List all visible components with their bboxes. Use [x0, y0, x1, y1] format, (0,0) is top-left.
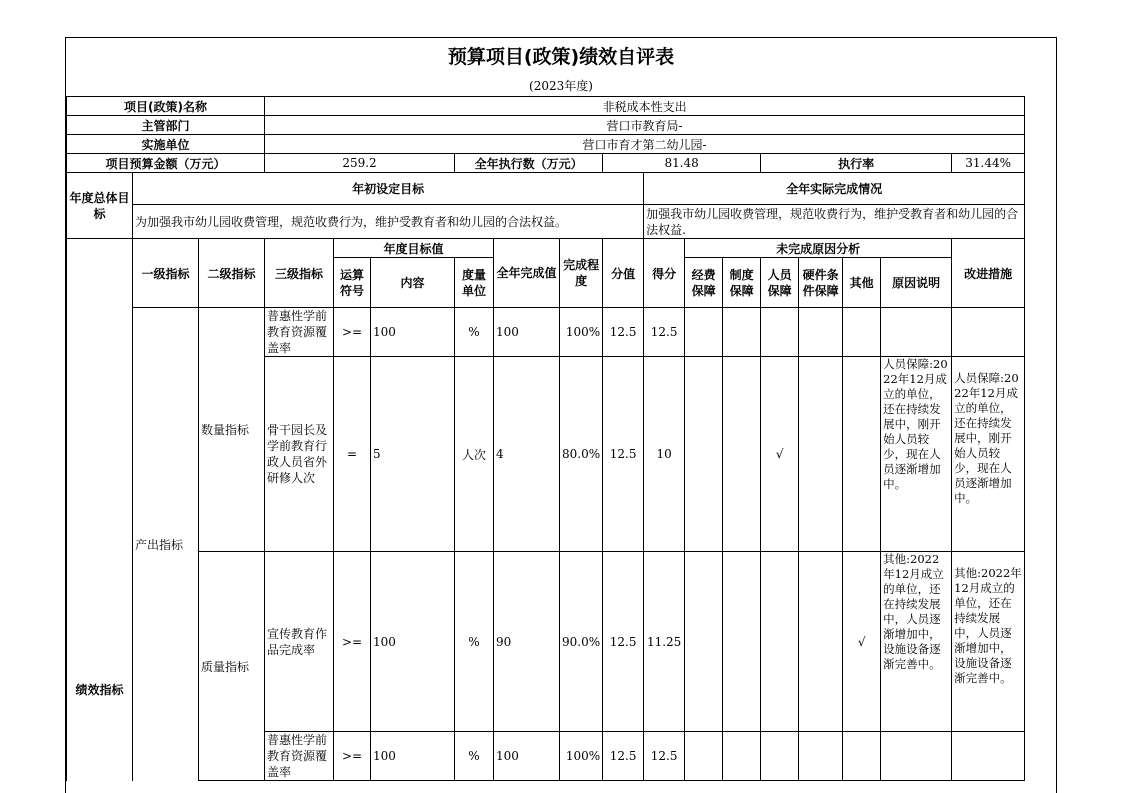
unit: % — [455, 552, 494, 732]
operator: >= — [334, 552, 371, 732]
col-level2: 二级指标 — [199, 239, 265, 308]
budget-label: 项目预算金额（万元） — [67, 154, 265, 173]
level3-name: 宣传教育作品完成率 — [265, 552, 334, 732]
level1-output: 产出指标 — [133, 308, 199, 781]
weight: 12.5 — [603, 357, 644, 552]
col-reason-system: 制度保障 — [723, 258, 761, 308]
level3-name: 普惠性学前教育资源覆盖率 — [265, 308, 334, 357]
exec-value: 81.48 — [603, 154, 761, 173]
actual: 100 — [494, 732, 560, 781]
level3-name: 普惠性学前教育资源覆盖率 — [265, 732, 334, 781]
content: 100 — [371, 308, 455, 357]
dept-label: 主管部门 — [67, 116, 265, 135]
level2-quality: 质量指标 — [199, 552, 265, 781]
col-unit: 度量单位 — [455, 258, 494, 308]
col-weight: 分值 — [603, 239, 644, 308]
col-reason-explain: 原因说明 — [881, 258, 952, 308]
col-reason-hardware: 硬件条件保障 — [799, 258, 843, 308]
unit-label: 实施单位 — [67, 135, 265, 154]
exec-label: 全年执行数（万元） — [455, 154, 603, 173]
project-name-label: 项目(政策)名称 — [67, 97, 265, 116]
table-row — [67, 308, 1025, 357]
content: 100 — [371, 552, 455, 732]
degree: 100% — [560, 732, 603, 781]
col-improve: 改进措施 — [952, 239, 1025, 308]
reason-explain: 其他:2022年12月成立的单位，还在持续发展中，人员逐渐增加中，设施设备逐渐完善中。 — [881, 552, 952, 732]
level3-name: 骨干园长及学前教育行政人员省外研修人次 — [265, 357, 334, 552]
col-reason-group: 未完成原因分析 — [685, 239, 952, 258]
table-row — [67, 552, 1025, 732]
dept-value: 营口市教育局- — [265, 116, 1025, 135]
col-actual: 全年完成值 — [494, 239, 560, 308]
col-reason-other: 其他 — [843, 258, 881, 308]
set-goal-header: 年初设定目标 — [133, 173, 644, 205]
actual: 90 — [494, 552, 560, 732]
score: 12.5 — [644, 732, 685, 781]
score: 10 — [644, 357, 685, 552]
content: 5 — [371, 357, 455, 552]
col-operator: 运算符号 — [334, 258, 371, 308]
actual: 4 — [494, 357, 560, 552]
actual-completion-text: 加强我市幼儿园收费管理，规范收费行为，维护受教育者和幼儿园的合法权益. — [644, 205, 1025, 239]
improve-measure: 人员保障:2022年12月成立的单位，还在持续发展中，刚开始人员较少，现在人员逐渐增加中。 — [952, 357, 1025, 552]
actual: 100 — [494, 308, 560, 357]
weight: 12.5 — [603, 308, 644, 357]
self-evaluation-sheet — [65, 37, 1057, 793]
col-reason-staff: 人员保障 — [761, 258, 799, 308]
page-title: 预算项目(政策)绩效自评表 — [447, 46, 675, 68]
rate-value: 31.44% — [952, 154, 1025, 173]
actual-completion-header: 全年实际完成情况 — [644, 173, 1025, 205]
performance-indicators-label: 绩效指标 — [67, 239, 133, 781]
unit: % — [455, 732, 494, 781]
budget-value: 259.2 — [265, 154, 455, 173]
rate-label: 执行率 — [761, 154, 952, 173]
col-content: 内容 — [371, 258, 455, 308]
weight: 12.5 — [603, 552, 644, 732]
reason-explain: 人员保障:2022年12月成立的单位，还在持续发展中，刚开始人员较少，现在人员逐渐增加中。 — [881, 357, 952, 552]
unit: % — [455, 308, 494, 357]
col-score: 得分 — [644, 239, 685, 308]
check-mark-staff: √ — [761, 357, 799, 552]
col-level1: 一级指标 — [133, 239, 199, 308]
col-reason-funds: 经费保障 — [685, 258, 723, 308]
content: 100 — [371, 732, 455, 781]
score: 11.25 — [644, 552, 685, 732]
evaluation-table — [66, 96, 1025, 781]
unit: 人次 — [455, 357, 494, 552]
project-name-value: 非税成本性支出 — [265, 97, 1025, 116]
unit-value: 营口市育才第二幼儿园- — [265, 135, 1025, 154]
weight: 12.5 — [603, 732, 644, 781]
operator: >= — [334, 308, 371, 357]
page-subtitle-year: (2023年度) — [529, 79, 593, 93]
col-level3: 三级指标 — [265, 239, 334, 308]
degree: 80.0% — [560, 357, 603, 552]
level2-quantity: 数量指标 — [199, 308, 265, 552]
annual-goal-label: 年度总体目标 — [67, 173, 133, 239]
score: 12.5 — [644, 308, 685, 357]
degree: 90.0% — [560, 552, 603, 732]
degree: 100% — [560, 308, 603, 357]
set-goal-text: 为加强我市幼儿园收费管理，规范收费行为，维护受教育者和幼儿园的合法权益。 — [133, 205, 644, 239]
col-target-group: 年度目标值 — [334, 239, 494, 258]
check-mark-other: √ — [843, 552, 881, 732]
operator: = — [334, 357, 371, 552]
operator: >= — [334, 732, 371, 781]
improve-measure: 其他:2022年12月成立的单位，还在持续发展中，人员逐渐增加中，设施设备逐渐完善中。 — [952, 552, 1025, 732]
col-degree: 完成程度 — [560, 239, 603, 308]
